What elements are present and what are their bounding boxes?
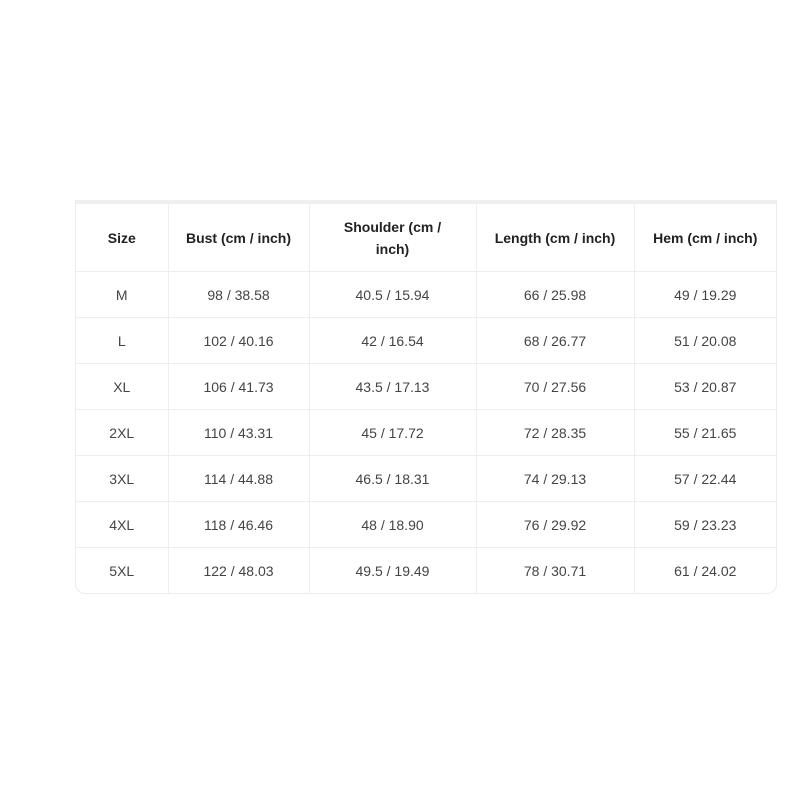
table-row	[76, 272, 776, 318]
cell-shoulder: 40.5 / 15.94	[309, 272, 476, 318]
cell-bust: 110 / 43.31	[168, 410, 309, 456]
header-shoulder	[309, 204, 476, 272]
cell-length: 68 / 26.77	[476, 318, 634, 364]
size-chart-table	[76, 204, 776, 593]
cell-hem: 57 / 22.44	[634, 456, 776, 502]
table-row	[76, 502, 776, 548]
table-row	[76, 456, 776, 502]
cell-size: 2XL	[76, 410, 168, 456]
cell-hem: 61 / 24.02	[674, 562, 737, 579]
header-row	[76, 204, 776, 272]
cell-shoulder: 43.5 / 17.13	[309, 364, 476, 410]
cell-hem: 51 / 20.08	[634, 318, 776, 364]
cell-size: L	[76, 318, 168, 364]
cell-bust: 122 / 48.03	[168, 548, 309, 594]
cell-length: 78 / 30.71	[476, 548, 634, 594]
cell-size: 3XL	[76, 456, 168, 502]
cell-shoulder: 45 / 17.72	[309, 410, 476, 456]
cell-hem: 55 / 21.65	[634, 410, 776, 456]
cell-length: 70 / 27.56	[476, 364, 634, 410]
size-chart-body	[76, 272, 776, 594]
cell-bust: 114 / 44.88	[168, 456, 309, 502]
cell-size: M	[76, 272, 168, 318]
cell-hem: 49 / 19.29	[634, 272, 776, 318]
size-chart-header	[76, 204, 776, 272]
cell-hem: 53 / 20.87	[634, 364, 776, 410]
cell-length: 66 / 25.98	[476, 272, 634, 318]
cell-shoulder: 42 / 16.54	[309, 318, 476, 364]
cell-bust: 98 / 38.58	[168, 272, 309, 318]
header-bust: Bust (cm / inch)	[168, 204, 309, 272]
header-size: Size	[76, 204, 168, 272]
cell-hem: 59 / 23.23	[634, 502, 776, 548]
size-chart-table-container	[75, 200, 777, 594]
cell-bust: 118 / 46.46	[168, 502, 309, 548]
header-length: Length (cm / inch)	[476, 204, 634, 272]
table-row	[76, 318, 776, 364]
cell-bust: 102 / 40.16	[168, 318, 309, 364]
cell-shoulder: 48 / 18.90	[309, 502, 476, 548]
cell-size: XL	[76, 364, 168, 410]
cell-length: 74 / 29.13	[476, 456, 634, 502]
table-row	[76, 548, 776, 594]
cell-length: 72 / 28.35	[476, 410, 634, 456]
header-hem: Hem (cm / inch)	[634, 204, 776, 272]
cell-shoulder: 46.5 / 18.31	[309, 456, 476, 502]
header-shoulder-label: Shoulder (cm / inch)	[343, 218, 442, 257]
cell-shoulder: 49.5 / 19.49	[309, 548, 476, 594]
cell-size: 4XL	[76, 502, 168, 548]
table-row	[76, 364, 776, 410]
table-row	[76, 410, 776, 456]
cell-size: 5XL	[76, 548, 168, 594]
cell-length: 76 / 29.92	[476, 502, 634, 548]
cell-bust: 106 / 41.73	[168, 364, 309, 410]
